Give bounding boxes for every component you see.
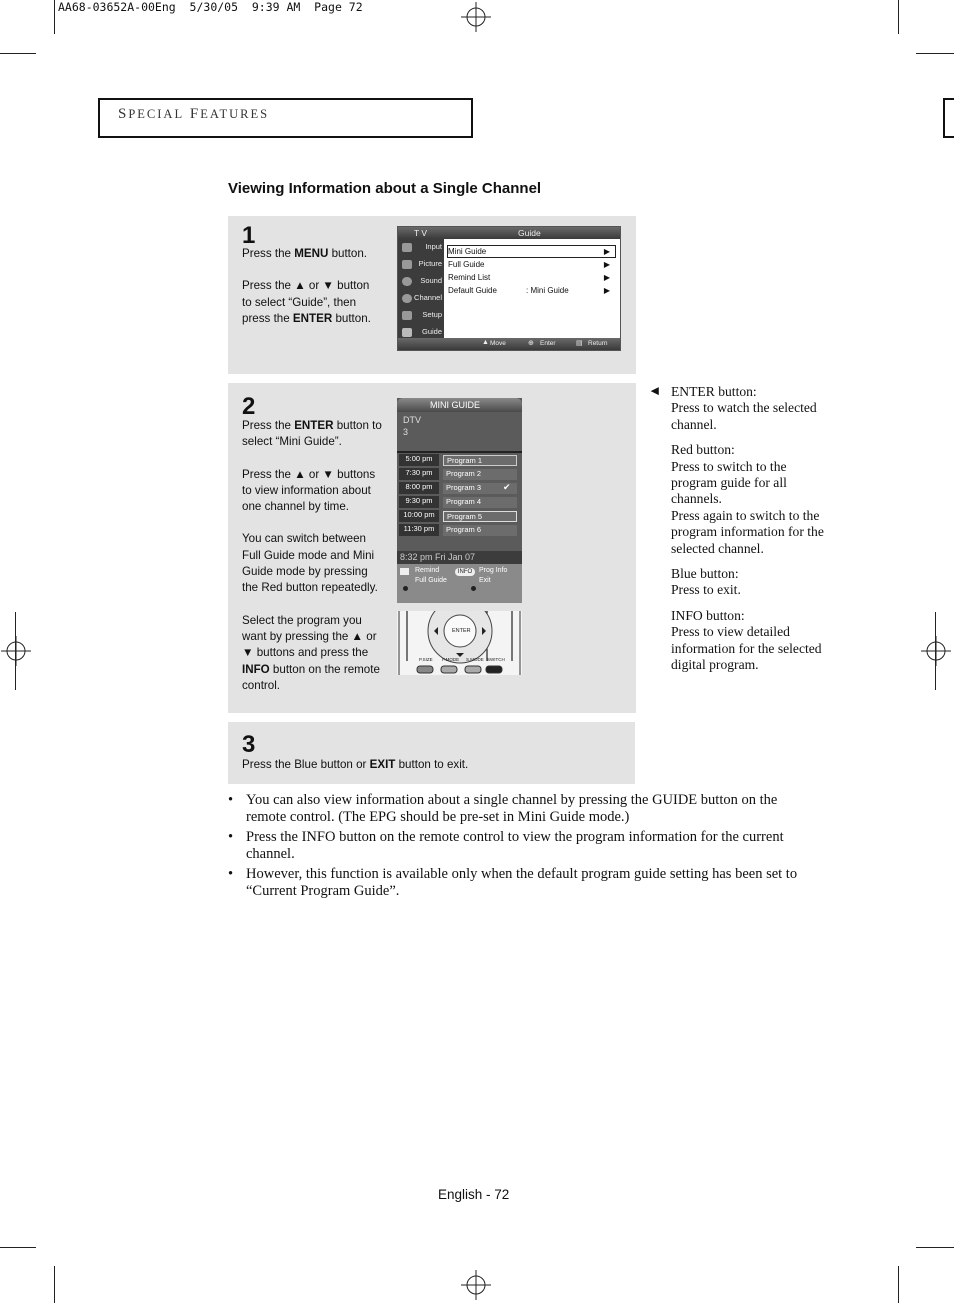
- remote-illustration: [397, 611, 522, 675]
- mini-guide-title: MINI GUIDE: [430, 400, 481, 410]
- text-bold: ENTER: [292, 311, 333, 325]
- step-2-text: [242, 418, 392, 694]
- label: ENTER: [671, 384, 715, 399]
- list-item: [228, 792, 818, 825]
- text: button on the remote control. (The EPG should be pre-set in Mini Guide mode.): [246, 792, 778, 825]
- text: channel.: [671, 416, 717, 432]
- guide-time: 5:00 pm: [399, 454, 439, 466]
- value: : Mini Guide: [526, 286, 569, 295]
- picture-icon: [402, 260, 412, 269]
- legend-full-guide: Full Guide: [415, 577, 447, 584]
- tv-menu-header-left: T V: [414, 228, 428, 238]
- red-dot-icon: [403, 586, 408, 591]
- step-3-panel: [228, 722, 635, 784]
- guide-program-4[interactable]: Program 4: [443, 497, 517, 508]
- label: Guide: [421, 327, 442, 336]
- text: Press the: [242, 419, 295, 432]
- sound-icon: [402, 277, 412, 286]
- tv-menu-footer: [398, 338, 620, 350]
- label: Channel: [414, 293, 442, 302]
- crop-mark: [0, 1247, 36, 1248]
- step-3-text: [242, 757, 622, 773]
- text: Press to exit.: [671, 582, 741, 598]
- text: Press to watch the selected: [671, 400, 817, 416]
- remote-button-label: P.MODE: [442, 657, 460, 662]
- text: button:: [692, 442, 735, 458]
- crop-mark: [916, 1247, 954, 1248]
- step-number: 1: [242, 222, 256, 249]
- bullet-icon: •: [228, 792, 234, 808]
- text: GUIDE: [652, 792, 698, 808]
- tv-menu-sidebar: [398, 239, 444, 338]
- remote-control-icon: [397, 611, 522, 675]
- label: Blue: [671, 566, 697, 582]
- channel-number: 3: [403, 427, 409, 437]
- section-title-letter: F: [189, 106, 201, 122]
- remind-icon: [400, 568, 409, 575]
- page-edge-tab: [943, 98, 954, 138]
- section-title-part: PECIAL: [128, 107, 185, 121]
- label: Default Guide: [448, 286, 497, 295]
- crop-mark: [0, 53, 36, 54]
- legend-exit: Exit: [479, 577, 491, 584]
- tv-menu-header: [398, 227, 620, 239]
- right-column-descriptions: [671, 384, 851, 674]
- text: You can also view information about a single channel by pressing the: [246, 792, 653, 808]
- section-title-letter: S: [118, 106, 129, 122]
- section-header: [98, 98, 473, 138]
- text-bold: INFO: [242, 662, 270, 676]
- mini-guide-screenshot: [397, 398, 522, 603]
- check-icon: ✔: [503, 482, 511, 492]
- text: Press to view detailed: [671, 624, 790, 640]
- right-marker: ◄: [648, 383, 662, 398]
- text: button:: [696, 566, 739, 582]
- page-heading: Viewing Information about a Single Channel: [228, 180, 542, 197]
- text: button:: [702, 607, 745, 623]
- text: the Red button repeatedly.: [242, 581, 378, 595]
- step-number: 2: [242, 393, 256, 420]
- registration-mark-icon: [1, 636, 31, 666]
- label: Remind List: [448, 273, 491, 282]
- page-number: English - 72: [438, 1187, 510, 1202]
- text: Guide mode by pressing: [242, 565, 368, 579]
- registration-mark-icon: [461, 1270, 491, 1300]
- menu-item-full-guide[interactable]: [448, 260, 616, 272]
- text: button to: [333, 419, 382, 432]
- text: want by pressing the ▲ or: [242, 629, 377, 643]
- guide-program-3[interactable]: Program 3: [443, 483, 517, 494]
- blue-dot-icon: [471, 586, 476, 591]
- mini-guide-title-bar: [397, 398, 522, 412]
- info-badge: INFO: [455, 568, 475, 576]
- text: program guide for all: [671, 475, 787, 491]
- registration-mark-icon: [461, 2, 491, 32]
- menu-item-default-guide[interactable]: [448, 286, 616, 298]
- notes-list: [228, 792, 818, 904]
- guide-program-5[interactable]: Program 5: [443, 511, 517, 522]
- guide-time: 7:30 pm: [399, 468, 439, 480]
- label: Sound: [420, 276, 442, 285]
- arrow-right-icon: ▶: [603, 260, 610, 269]
- guide-program-2[interactable]: Program 2: [443, 469, 517, 480]
- menu-item-remind-list[interactable]: [448, 273, 616, 285]
- guide-time: 10:00 pm: [399, 510, 439, 522]
- arrow-right-icon: ▶: [603, 286, 610, 295]
- text: one channel by time.: [242, 500, 349, 514]
- text: You can switch between: [242, 532, 366, 546]
- label: INFO: [671, 607, 703, 623]
- text: button:: [714, 384, 757, 399]
- print-slug: AA68-03652A-00Eng 5/30/05 9:39 AM Page 72: [58, 0, 363, 14]
- label: Setup: [422, 310, 442, 319]
- text: digital program.: [671, 657, 759, 673]
- guide-program-1[interactable]: Program 1: [443, 455, 517, 466]
- text: Press the ▲ or ▼ button: [242, 279, 370, 293]
- step-1-panel: [228, 216, 636, 374]
- text: selected channel.: [671, 540, 764, 556]
- text: Press the: [242, 247, 295, 260]
- channel-icon: [402, 294, 412, 303]
- crop-mark: [898, 1266, 899, 1303]
- text: Press again to switch to the: [671, 507, 820, 523]
- return-icon: ▤: [576, 340, 583, 347]
- label: Full Guide: [448, 260, 485, 269]
- input-icon: [402, 243, 412, 252]
- text: Press the: [246, 829, 302, 846]
- section-title-part: EATURES: [200, 107, 270, 121]
- step-1-text: [242, 246, 392, 327]
- legend-remind: Remind: [415, 567, 440, 574]
- text: However, this function is available only when the default program guide setting has been set to “Current Program Guide”.: [246, 866, 798, 899]
- enter-icon: ⊕: [528, 340, 534, 347]
- footer-enter: Enter: [540, 340, 556, 347]
- move-icon: ▲: [482, 339, 489, 346]
- tv-guide-menu-screenshot: [397, 226, 621, 351]
- section-title: [118, 106, 269, 123]
- text: Select the program you: [242, 613, 362, 627]
- footer-return: Return: [588, 340, 608, 347]
- mini-guide-legend: [397, 564, 522, 603]
- guide-time: 11:30 pm: [399, 524, 439, 536]
- crop-mark: [54, 1266, 55, 1303]
- text: INFO: [301, 829, 336, 846]
- legend-prog-info: Prog Info: [479, 567, 508, 574]
- text-bold: MENU: [294, 247, 329, 260]
- arrow-right-icon: ▶: [603, 247, 610, 256]
- clock-bar: [397, 551, 522, 564]
- crop-mark: [54, 0, 55, 34]
- channel-type: DTV: [403, 415, 421, 425]
- text: button on the remote: [269, 662, 380, 676]
- setup-icon: [402, 311, 412, 320]
- text: select “Mini Guide”.: [242, 435, 342, 449]
- text: button.: [332, 311, 371, 325]
- registration-mark-icon: [921, 636, 951, 666]
- text: program information for the: [671, 524, 824, 540]
- text: Press the ▲ or ▼ buttons: [242, 467, 376, 481]
- step-number: 3: [242, 731, 256, 758]
- text: Full Guide mode and Mini: [242, 548, 375, 562]
- text: information for the selected: [671, 640, 822, 656]
- remote-button-label: P.SIZE: [419, 657, 433, 662]
- text-bold: EXIT: [369, 758, 396, 771]
- current-time: 8:32 pm Fri Jan 07: [400, 552, 476, 562]
- bullet-icon: •: [228, 829, 234, 846]
- text: button to exit.: [395, 758, 469, 771]
- label: Mini Guide: [448, 247, 487, 256]
- label: Red: [671, 442, 693, 458]
- step-2-panel: [228, 383, 636, 713]
- menu-item-mini-guide[interactable]: [448, 247, 616, 259]
- guide-program-6[interactable]: Program 6: [443, 525, 517, 536]
- footer-move: Move: [490, 340, 506, 347]
- arrow-right-icon: ▶: [603, 273, 610, 282]
- list-item: [228, 829, 818, 862]
- text: button.: [328, 247, 368, 260]
- text: press the: [242, 311, 293, 325]
- tv-menu-header-title: Guide: [518, 228, 541, 238]
- remote-button-label: SWITCH: [487, 657, 505, 662]
- label: Input: [425, 242, 442, 251]
- text: button on the remote control to view the program information for the current channel.: [246, 829, 784, 862]
- text: Press the Blue button or: [242, 758, 370, 771]
- text: Press to switch to the: [671, 458, 787, 474]
- divider: [397, 451, 522, 453]
- crop-mark: [916, 53, 954, 54]
- text: ▼ buttons and press the: [242, 646, 369, 660]
- list-item: [228, 866, 818, 899]
- text: to select “Guide”, then: [242, 295, 357, 309]
- guide-time: 8:00 pm: [399, 482, 439, 494]
- text: control.: [242, 678, 281, 692]
- guide-icon: [402, 328, 412, 337]
- text-bold: ENTER: [294, 419, 334, 432]
- remote-enter-label: ENTER: [452, 628, 471, 634]
- label: Picture: [418, 259, 442, 268]
- bullet-icon: •: [228, 866, 234, 883]
- crop-mark: [898, 0, 899, 34]
- text: to view information about: [242, 483, 371, 497]
- guide-time: 9:30 pm: [399, 496, 439, 508]
- remote-button-label: S.MODE: [466, 657, 484, 662]
- text: channels.: [671, 491, 722, 507]
